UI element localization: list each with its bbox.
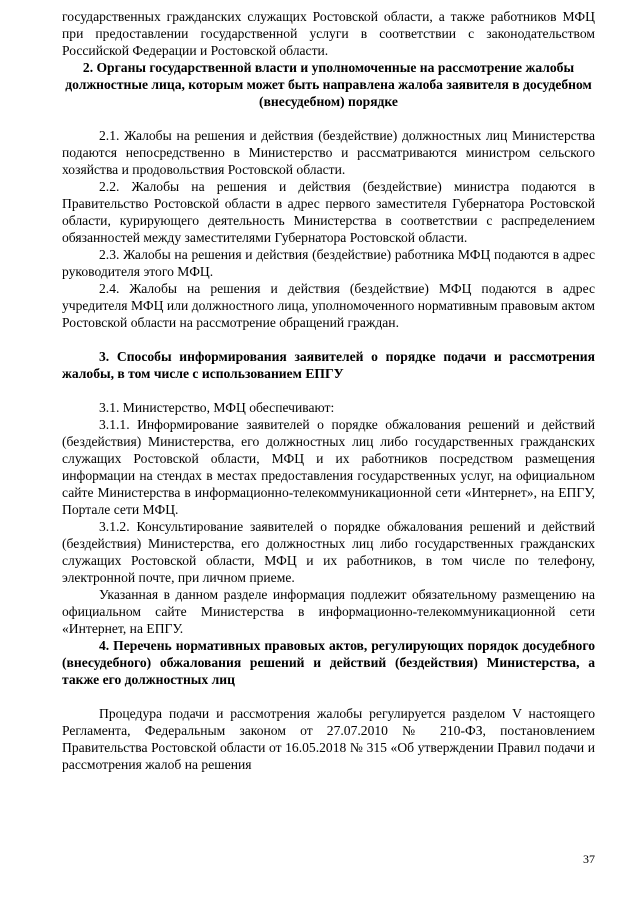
- section-2-paragraph-2: 2.2. Жалобы на решения и действия (бездействие) министра подаются в Правительство Ростовской области в адрес первого заместителя Губернатора Ростовской области, курирующего деятельность Министерства в соответствии с распределением обязанностей между заместителями Губернатора Ростовской области.: [62, 179, 595, 245]
- section-3-paragraph-4: Указанная в данном разделе информация подлежит обязательному размещению на официальном сайте Министерства в информационно-телекоммуникационной сети «Интернет, на ЕПГУ.: [62, 587, 595, 636]
- section-2-paragraph-3: 2.3. Жалобы на решения и действия (бездействие) работника МФЦ подаются в адрес руководителя этого МФЦ.: [62, 247, 595, 279]
- section-4-heading: 4. Перечень нормативных правовых актов, регулирующих порядок досудебного (внесудебного) обжалования решений и действий (бездействия) Министерства, а также его должностных лиц: [62, 638, 595, 687]
- section-2-heading: 2. Органы государственной власти и уполномоченные на рассмотрение жалобы должностные лица, которым может быть направлена жалоба заявителя в досудебном (внесудебном) порядке: [65, 60, 592, 109]
- section-2-paragraph-1: 2.1. Жалобы на решения и действия (бездействие) должностных лиц Министерства подаются непосредственно в Министерство и рассматриваются министром сельского хозяйства и продовольствия Ростовской области.: [62, 128, 595, 177]
- section-3-paragraph-3: 3.1.2. Консультирование заявителей о порядке обжалования решений и действий (бездействия) Министерства, его должностных лиц либо государственных гражданских служащих Ростовской области, МФЦ и их работников, в том числе по телефону, электронной почте, при личном приеме.: [62, 519, 595, 585]
- section-3-paragraph-1: 3.1. Министерство, МФЦ обеспечивают:: [99, 400, 335, 415]
- section-4-paragraph-1: Процедура подачи и рассмотрения жалобы регулируется разделом V настоящего Регламента, Федеральным законом от 27.07.2010 № 210-ФЗ, постановлением Правительства Ростовской области от 16.05.2018 № 315 «Об утверждении Правил подачи и рассмотрения жалоб на решения: [62, 706, 595, 772]
- intro-paragraph: государственных гражданских служащих Ростовской области, а также работников МФЦ при предоставлении государственной услуги в соответствии с законодательством Российской Федерации и Ростовской области.: [62, 9, 595, 58]
- section-3-heading: 3. Способы информирования заявителей о порядке подачи и рассмотрения жалобы, в том числе с использованием ЕПГУ: [62, 349, 595, 381]
- section-2-paragraph-4: 2.4. Жалобы на решения и действия (бездействие) МФЦ подаются в адрес учредителя МФЦ или должностного лица, уполномоченного нормативным правовым актом Ростовской области на рассмотрение обращений граждан.: [62, 281, 595, 330]
- page-number: 37: [583, 852, 595, 866]
- document-page: [62, 8, 595, 773]
- section-3-paragraph-2: 3.1.1. Информирование заявителей о порядке обжалования решений и действий (бездействия) Министерства, его должностных лиц либо государственных гражданских служащих Ростовской области, МФЦ и их работников посредством размещения информации на стендах в местах предоставления государственных услуг, на официальном сайте Министерства в информационно-телекоммуникационной сети «Интернет», на ЕПГУ, Портале сети МФЦ.: [62, 417, 595, 517]
